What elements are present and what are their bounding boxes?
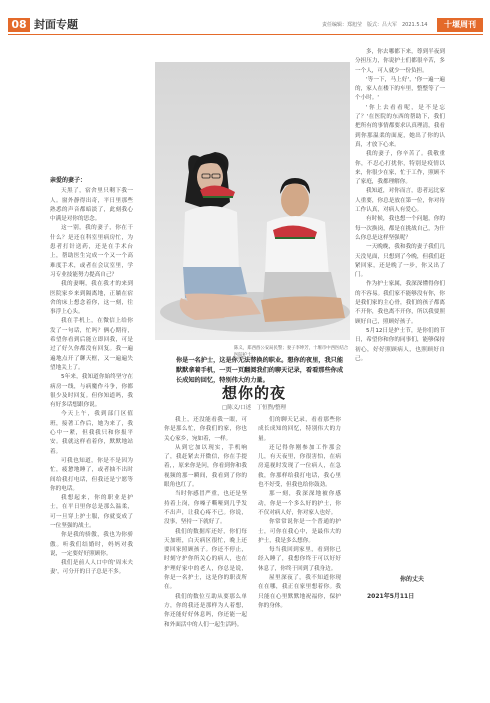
middle-paragraphs-1 [164, 416, 247, 630]
paragraph: 我的妻子，你辛苦了。我敬重你，不忍心打扰你，特别是疫情以来，你很少在家，忙于工作，照顾不了家庭，我都理解你。 [355, 151, 445, 186]
paragraph: 这一别，我的妻子，你在干什么？是还在科室里病房忙，为患者打针送药，还是在手术台上，帮助医生完成一个又一个高难度手术，或者在会议室里，学习专业技能努力提高自己？ [50, 225, 133, 278]
newspaper-brand: 十堰周刊 [437, 18, 483, 32]
paragraph: 5年来，我知道你始终坚守在病房一线，与病魔作斗争，你都很少及时回复。但你知道吗，我有好多话想跟你说。 [50, 374, 133, 409]
middle-column-2 [258, 416, 341, 684]
paragraph: 可我也知道，你是不是因为忙，疲惫地睡了，或者抽不出时间给我打电话，但我还是宁愿等你的电话。 [50, 457, 133, 492]
paragraph: 每当我回到家里，看到你已经入睡了，我想你终于可以好好休息了，你终于回到了我身边。 [258, 547, 341, 572]
photo-caption: 陈义，郑西酉公安局民警；妻子李坤芳，十堰市中西医结合医院护士。 [234, 346, 349, 358]
article-byline: □陈义/口述 丁恒煦/整理 [222, 405, 286, 411]
left-paragraphs [50, 187, 133, 577]
paragraph: 我在手机上，在微信上给你发了一句话，忙吗？俩心期待，希望你看到后能立即回我，可是过了好久你都没有回复。我一遍遍地点开了聊天框，又一遍遍失望地关上了。 [50, 318, 133, 371]
paragraph: 今天上午，我到部门区值班，接著工作后，她为来了，我心中一紧，但我我只和你报平安。我就这样看着你，默默地站着。 [50, 411, 133, 455]
couple-photo [155, 62, 350, 340]
paragraph: 天黑了，宿舍里只剩下我一人。窗外静得出奇，平日里那些熟悉的声音都暗淡了，此刻我心中满是对你的思念。 [50, 188, 133, 223]
right-paragraphs [355, 48, 445, 364]
article-lead: 你是一名护士，这是你无法替换的职业。想你的夜里，我只能默默拿着手机，一页一页翻阅我们的聊天记录，看看那些你成长成知的回忆，特别伟大的力量。 [176, 357, 344, 384]
couple-photo-illustration [155, 62, 350, 340]
paragraph: 你常常说你是一个普通的护士，可你在我心中，是最伟大的护士，我是多么想你。 [258, 519, 341, 544]
paragraph: 有时候，我也想一个问题，你的每一次换岗，都是在挑战自己，为什么你总是这样坚强呢？ [355, 216, 445, 241]
paragraph: 我们是前人人口中的'周末夫妻'，可分开的日子总是不多。 [50, 560, 133, 576]
paragraph: 我们的数位互助从要那么单方，你的我还是那样为人着想，你还能好好休息吗，你还能一起和外面活中的人们一起生活吗。 [164, 593, 247, 628]
header-rule [8, 34, 483, 35]
paragraph: 我的妻啊，我在我才的来到医院家乡来到隔离地，正躺在宿舍的床上想念着你，这一刻，往事浮上心头。 [50, 281, 133, 316]
section-title: 封面专题 [34, 18, 78, 31]
article-title: 想你的夜 [221, 384, 286, 402]
paragraph: 一天晚晚，我和我的妻子我们几天没见面，只想到了今晚，但我们赶紧回家，还是晚了一步，你又出了门。 [355, 244, 445, 279]
paragraph: 多，你去哪都下来，尊到半夜到分担压力，你说护士们都很辛苦，多一个人，可人就少一份负担。 [355, 49, 445, 74]
letter-salutation: 亲爱的妻子： [50, 177, 87, 184]
paragraph: 你是我的骄傲，我也为你骄傲。听我们结婚时，妈妈对我说，一定要好好照顾你。 [50, 532, 133, 557]
paragraph: 我知道，对你而言，患者远比家人重要，你总是放在第一位，你对待工作认真，对病人有爱心。 [355, 188, 445, 214]
page-header [0, 0, 490, 34]
paragraph: 们的聊天记录，看看那些你成长成知的回忆，特别伟大的力量。 [258, 417, 341, 442]
editor-credits: 责任编辑：郑旭莹 版式：吕大军 2021.5.14 [322, 22, 428, 28]
paragraph: '你上去看看呢，是不是忘了？'在医院的东西的帮助下，我们把所有的事情都要求认真理清，我看到你那温柔的面庞，她出了你的认真，才放下心来。 [355, 104, 445, 148]
paragraph: 从到它加以现实，手机响了，我赶紧去开微信，你在手提着，，原来你是问，你看到你和我视频的那一瞬间，我看到了你的眼角也红了。 [164, 444, 247, 489]
middle-paragraphs-2 [258, 416, 341, 611]
paragraph: 屋里深夜了，我不知道你现在在哪，我正在家里想着你。我只能在心里默默地祝福你，保护你的身体。 [258, 575, 341, 609]
paragraph: 还记得你刚参加工作那会儿，有天夜里，你很害怕，在病房巡视时发现了一位病人，在急救，你那样给我打电话，我心里也不好受，但我也给你鼓劲。 [258, 444, 341, 489]
letter-signature: 你的丈夫 [400, 576, 425, 583]
page-number: 08 [8, 18, 30, 32]
paragraph: 那一刻，我深深地被你感动，你是一个多么好的护士，你不仅对病人好，你对家人也好。 [258, 491, 341, 516]
middle-column-1 [164, 416, 247, 684]
paragraph: 我们的数据库还好，你们每天加班，白天病区很忙，晚上还要回家照顾孩子。你还不停止，时刻守护你所关心的病人，也在护理好家中的老人，你总是说，你是一名护士，这是你的职责所在。 [164, 528, 247, 591]
paragraph: '等一下，马上好'，'你一遍一遍的，家人在楼下的车里，整整等了一个小时。' [355, 76, 445, 102]
paragraph: 我想起来，你的职业是护士，在平日里你总是那么温柔，可一旦穿上护士服，你就变成了一位坚强的战士。 [50, 495, 133, 529]
right-column [355, 48, 445, 568]
letter-date: 2021年5月11日 [367, 593, 415, 600]
paragraph: 我上，还没能看我一眼，可你是那么忙，你我们的家，你也关心家乡，宛如着，一样。 [164, 417, 247, 442]
left-column [50, 176, 133, 691]
paragraph: 当时你感冒严重，也还是坚持着上岗，你嗓子嘶哑到几乎发不出声，让我心疼不已。你说，没事，坚持一下就好了。 [164, 491, 247, 526]
paragraph: 作为护士家属，我深深懂得你们的不容易。我们家不能够没有你，你是我们家的主心骨，我们的孩子都离不开你，我也离不开你，所以我要照顾好自己，照顾好孩子。 [355, 281, 445, 325]
paragraph: 5月12日是护士节，是你们的节日，希望你和你的同事们，能够保持初心，好好照顾病人，也照顾好自己。 [355, 327, 445, 362]
